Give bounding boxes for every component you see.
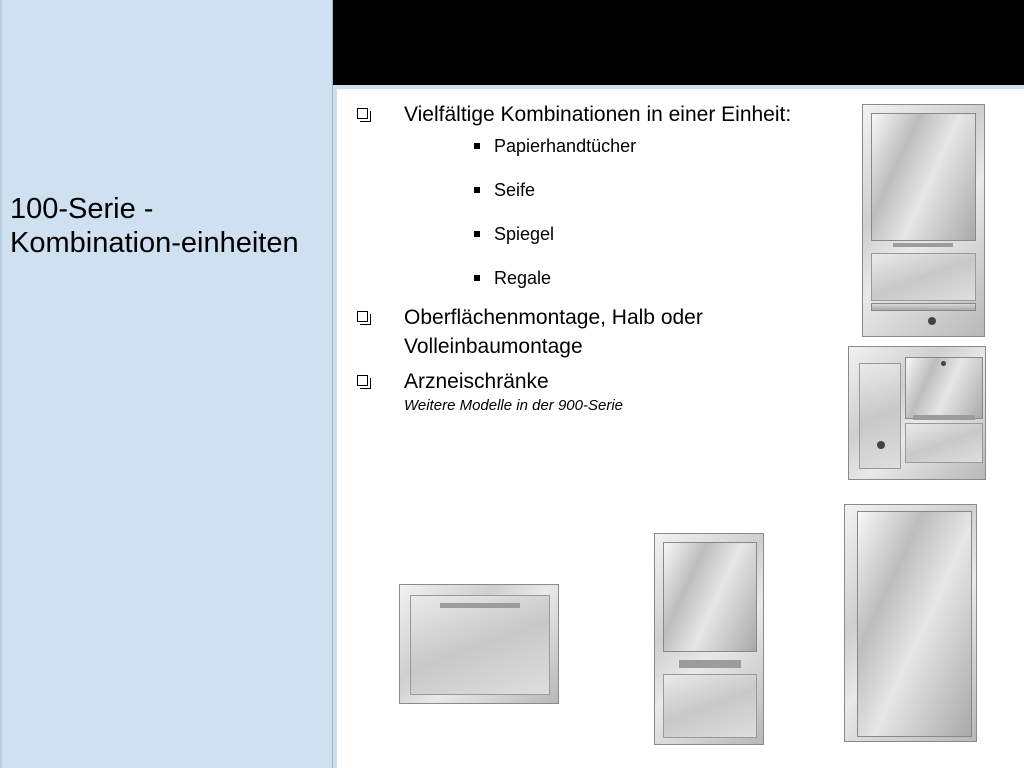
product-image-medicine-cabinet — [844, 504, 977, 742]
bullet-text: Oberflächenmontage, Halb oder Volleinbaumontage — [404, 306, 703, 358]
sub-item — [404, 135, 820, 179]
towel-slot — [440, 603, 520, 608]
checkbox-bullet-icon — [357, 108, 368, 119]
square-bullet-icon — [474, 231, 480, 237]
sub-item — [404, 179, 820, 223]
bullet-item — [350, 303, 820, 361]
side-panel — [859, 363, 901, 469]
bullet-list — [350, 100, 820, 422]
square-bullet-icon — [474, 143, 480, 149]
content-left-strip — [333, 89, 337, 768]
title-panel — [0, 0, 333, 768]
sub-item — [404, 223, 820, 267]
towel-slot — [679, 660, 741, 668]
towel-slot — [913, 415, 975, 420]
product-image-narrow-unit — [654, 533, 764, 745]
sub-item-text: Papierhandtücher — [494, 136, 637, 156]
shelf-recess — [905, 423, 983, 463]
checkbox-bullet-icon — [357, 311, 368, 322]
lock-icon — [941, 361, 946, 366]
bullet-text: Vielfältige Kombinationen in einer Einheit: — [404, 103, 792, 126]
mirror-door — [857, 511, 972, 737]
towel-slot — [893, 243, 953, 247]
sub-item-text: Seife — [494, 180, 536, 200]
product-image-shelf-unit — [399, 584, 559, 704]
slide-title: 100-Serie - Kombination-einheiten — [10, 193, 299, 259]
waste-recess — [663, 674, 757, 738]
shelf — [871, 303, 976, 311]
panel-edge — [0, 0, 2, 768]
bullet-item — [350, 100, 820, 297]
header-bar — [333, 0, 1024, 85]
header-rule — [333, 85, 1024, 89]
soap-valve-icon — [928, 317, 936, 325]
square-bullet-icon — [474, 275, 480, 281]
bullet-text: Arzneischränke — [404, 370, 549, 393]
product-image-surface-unit — [848, 346, 986, 480]
mirror-panel — [871, 113, 976, 241]
shelf-recess — [871, 253, 976, 301]
sub-list — [404, 135, 820, 297]
sub-item-text: Spiegel — [494, 224, 555, 244]
sub-item — [404, 267, 820, 297]
front-panel — [663, 542, 757, 652]
bullet-item — [350, 367, 820, 416]
sub-item-text: Regale — [494, 268, 552, 288]
square-bullet-icon — [474, 187, 480, 193]
soap-valve-icon — [877, 441, 885, 449]
shelf-recess — [410, 595, 550, 695]
door-panel — [905, 357, 983, 419]
checkbox-bullet-icon — [357, 375, 368, 386]
product-image-tall-unit — [862, 104, 985, 337]
bullet-note: Weitere Modelle in der 900-Serie — [404, 397, 624, 414]
